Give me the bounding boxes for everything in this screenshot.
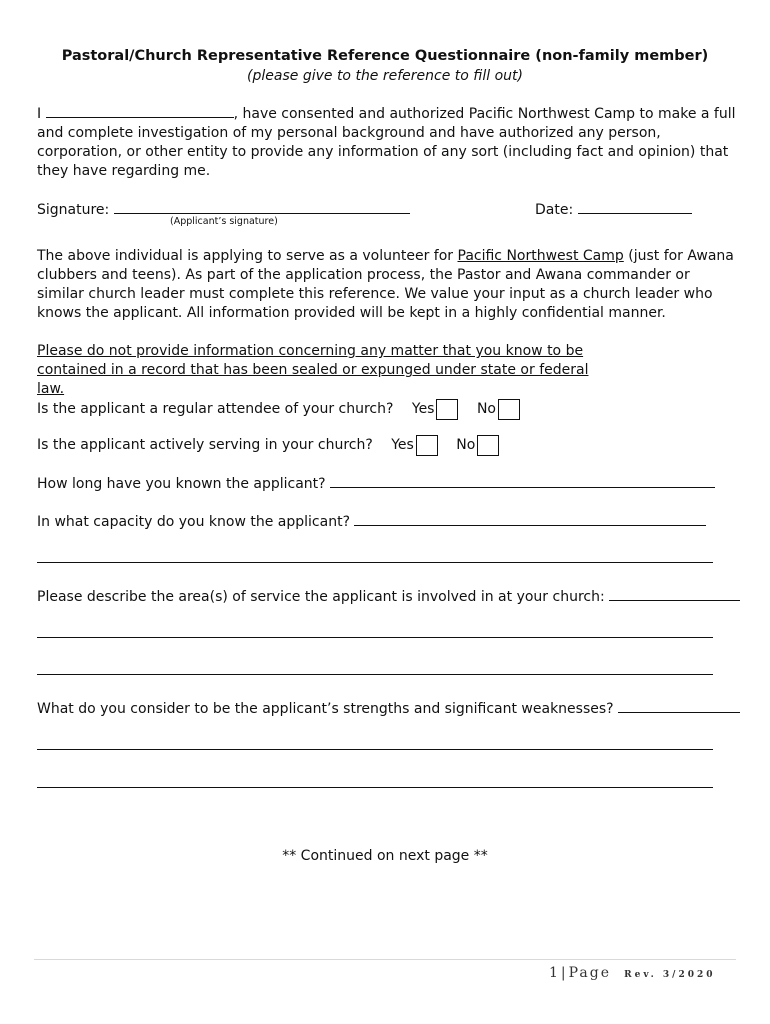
date-label: Date: bbox=[535, 202, 574, 218]
page-word: Page bbox=[568, 965, 612, 981]
revision-label: Rev. 3/2020 bbox=[624, 970, 716, 980]
capacity-field[interactable] bbox=[354, 511, 706, 526]
strengths-field[interactable] bbox=[618, 698, 740, 713]
page-separator: | bbox=[560, 965, 566, 981]
attendee-no-label: No bbox=[476, 401, 496, 417]
question-known-duration bbox=[37, 473, 715, 494]
question-serving bbox=[37, 434, 499, 456]
continued-note: ** Continued on next page ** bbox=[282, 848, 488, 864]
service-areas-answer-line-1[interactable] bbox=[37, 637, 713, 638]
volunteer-paragraph bbox=[37, 247, 737, 323]
date-row bbox=[535, 199, 692, 220]
volunteer-before: The above individual is applying to serve as a volunteer for bbox=[37, 248, 458, 264]
footer-divider bbox=[34, 959, 736, 960]
question-serving-text: Is the applicant actively serving in your church? bbox=[37, 437, 373, 453]
camp-name: Pacific Northwest Camp bbox=[457, 248, 624, 264]
question-strengths bbox=[37, 698, 740, 719]
serving-no-label: No bbox=[456, 437, 476, 453]
date-field[interactable] bbox=[578, 199, 692, 214]
signature-caption: (Applicant’s signature) bbox=[170, 216, 278, 227]
serving-yes-checkbox[interactable] bbox=[416, 435, 438, 456]
question-attendee-text: Is the applicant a regular attendee of your church? bbox=[37, 401, 394, 417]
service-areas-field[interactable] bbox=[609, 586, 740, 601]
applicant-name-field[interactable] bbox=[46, 103, 234, 118]
question-capacity-text: In what capacity do you know the applicant? bbox=[37, 514, 350, 530]
question-strengths-text: What do you consider to be the applicant’s strengths and significant weaknesses? bbox=[37, 701, 614, 717]
capacity-answer-line[interactable] bbox=[37, 562, 713, 563]
volunteer-after: (just for Awana clubbers and teens). As part of the application process, the Pastor and Awana commander or similar church leader must complete this reference. We value your input as a church leader who knows the applicant. All information provided will be kept in a highly confidential manner. bbox=[37, 248, 734, 321]
page-number: 1 bbox=[549, 965, 558, 981]
signature-field[interactable] bbox=[114, 199, 410, 214]
strengths-answer-line-2[interactable] bbox=[37, 787, 713, 788]
question-capacity bbox=[37, 511, 706, 532]
question-known-duration-text: How long have you known the applicant? bbox=[37, 476, 326, 492]
form-subtitle: (please give to the reference to fill out) bbox=[247, 68, 523, 84]
consent-prefix: I bbox=[37, 106, 42, 122]
confidentiality-notice: Please do not provide information concerning any matter that you know to be contained in a record that has been sealed or expunged under state or federal law. bbox=[37, 343, 589, 397]
strengths-answer-line-1[interactable] bbox=[37, 749, 713, 750]
question-service-areas bbox=[37, 586, 740, 607]
attendee-yes-checkbox[interactable] bbox=[436, 399, 458, 420]
serving-no-checkbox[interactable] bbox=[477, 435, 499, 456]
service-areas-answer-line-2[interactable] bbox=[37, 674, 713, 675]
consent-text: , have consented and authorized Pacific Northwest Camp to make a full and complete investigation of my personal background and have authorized any person, corporation, or other entity to provide any information of any sort (including fact and opinion) that they have regarding me. bbox=[37, 106, 736, 179]
question-service-areas-text: Please describe the area(s) of service the applicant is involved in at your church: bbox=[37, 589, 605, 605]
consent-paragraph bbox=[37, 103, 737, 181]
question-attendee bbox=[37, 398, 520, 420]
signature-label: Signature: bbox=[37, 202, 110, 218]
attendee-no-checkbox[interactable] bbox=[498, 399, 520, 420]
form-title: Pastoral/Church Representative Reference Questionnaire (non-family member) bbox=[61, 48, 709, 64]
known-duration-field[interactable] bbox=[330, 473, 715, 488]
serving-yes-label: Yes bbox=[391, 437, 414, 453]
page-footer bbox=[549, 962, 716, 981]
attendee-yes-label: Yes bbox=[411, 401, 435, 417]
